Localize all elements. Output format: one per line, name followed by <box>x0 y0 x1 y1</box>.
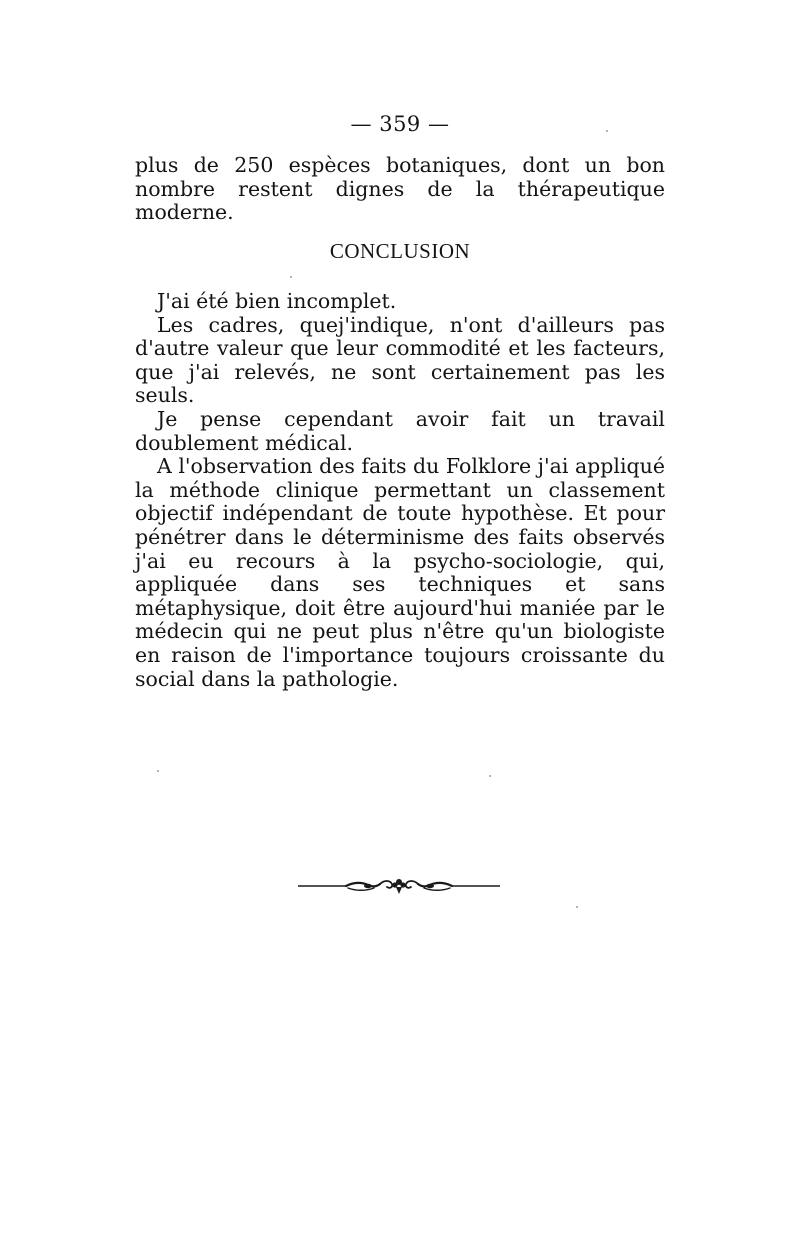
intro-text <box>135 154 665 225</box>
paper-speck <box>576 906 578 908</box>
paper-speck <box>489 775 491 777</box>
paragraph-4: A l'observation des faits du Folklore j'ai appliqué la méthode clinique permettant un classement objectif indépendant de toute hypothèse. Et pour pénétrer dans le déterminisme des faits observés j'ai eu recours à la psycho-sociologie, qui, appliquée dans ses techniques et sans métaphysique, doit être aujourd'hui maniée par le médecin qui ne peut plus n'être qu'un biologiste en raison de l'importance toujours croissante du social dans la pathologie. <box>135 454 665 691</box>
conclusion-body <box>135 290 665 691</box>
paragraph-3: Je pense cependant avoir fait un travail doublement médical. <box>135 406 665 455</box>
section-heading: CONCLUSION <box>329 239 471 263</box>
paper-speck <box>157 770 159 772</box>
paragraph-1: J'ai été bien incomplet. <box>157 289 397 313</box>
intro-paragraph: plus de 250 espèces botaniques, dont un bon nombre restent dignes de la thérapeutique moderne. <box>135 153 665 225</box>
paragraph-2: Les cadres, quej'indique, n'ont d'ailleurs pas d'autre valeur que leur commodité et les facteurs, que j'ai relevés, ne sont certainement pas les seuls. <box>135 312 665 408</box>
page-number: — 359 — <box>350 112 450 136</box>
tailpiece-ornament-icon <box>298 874 500 898</box>
paper-speck <box>606 130 608 132</box>
paper-speck <box>290 276 292 278</box>
